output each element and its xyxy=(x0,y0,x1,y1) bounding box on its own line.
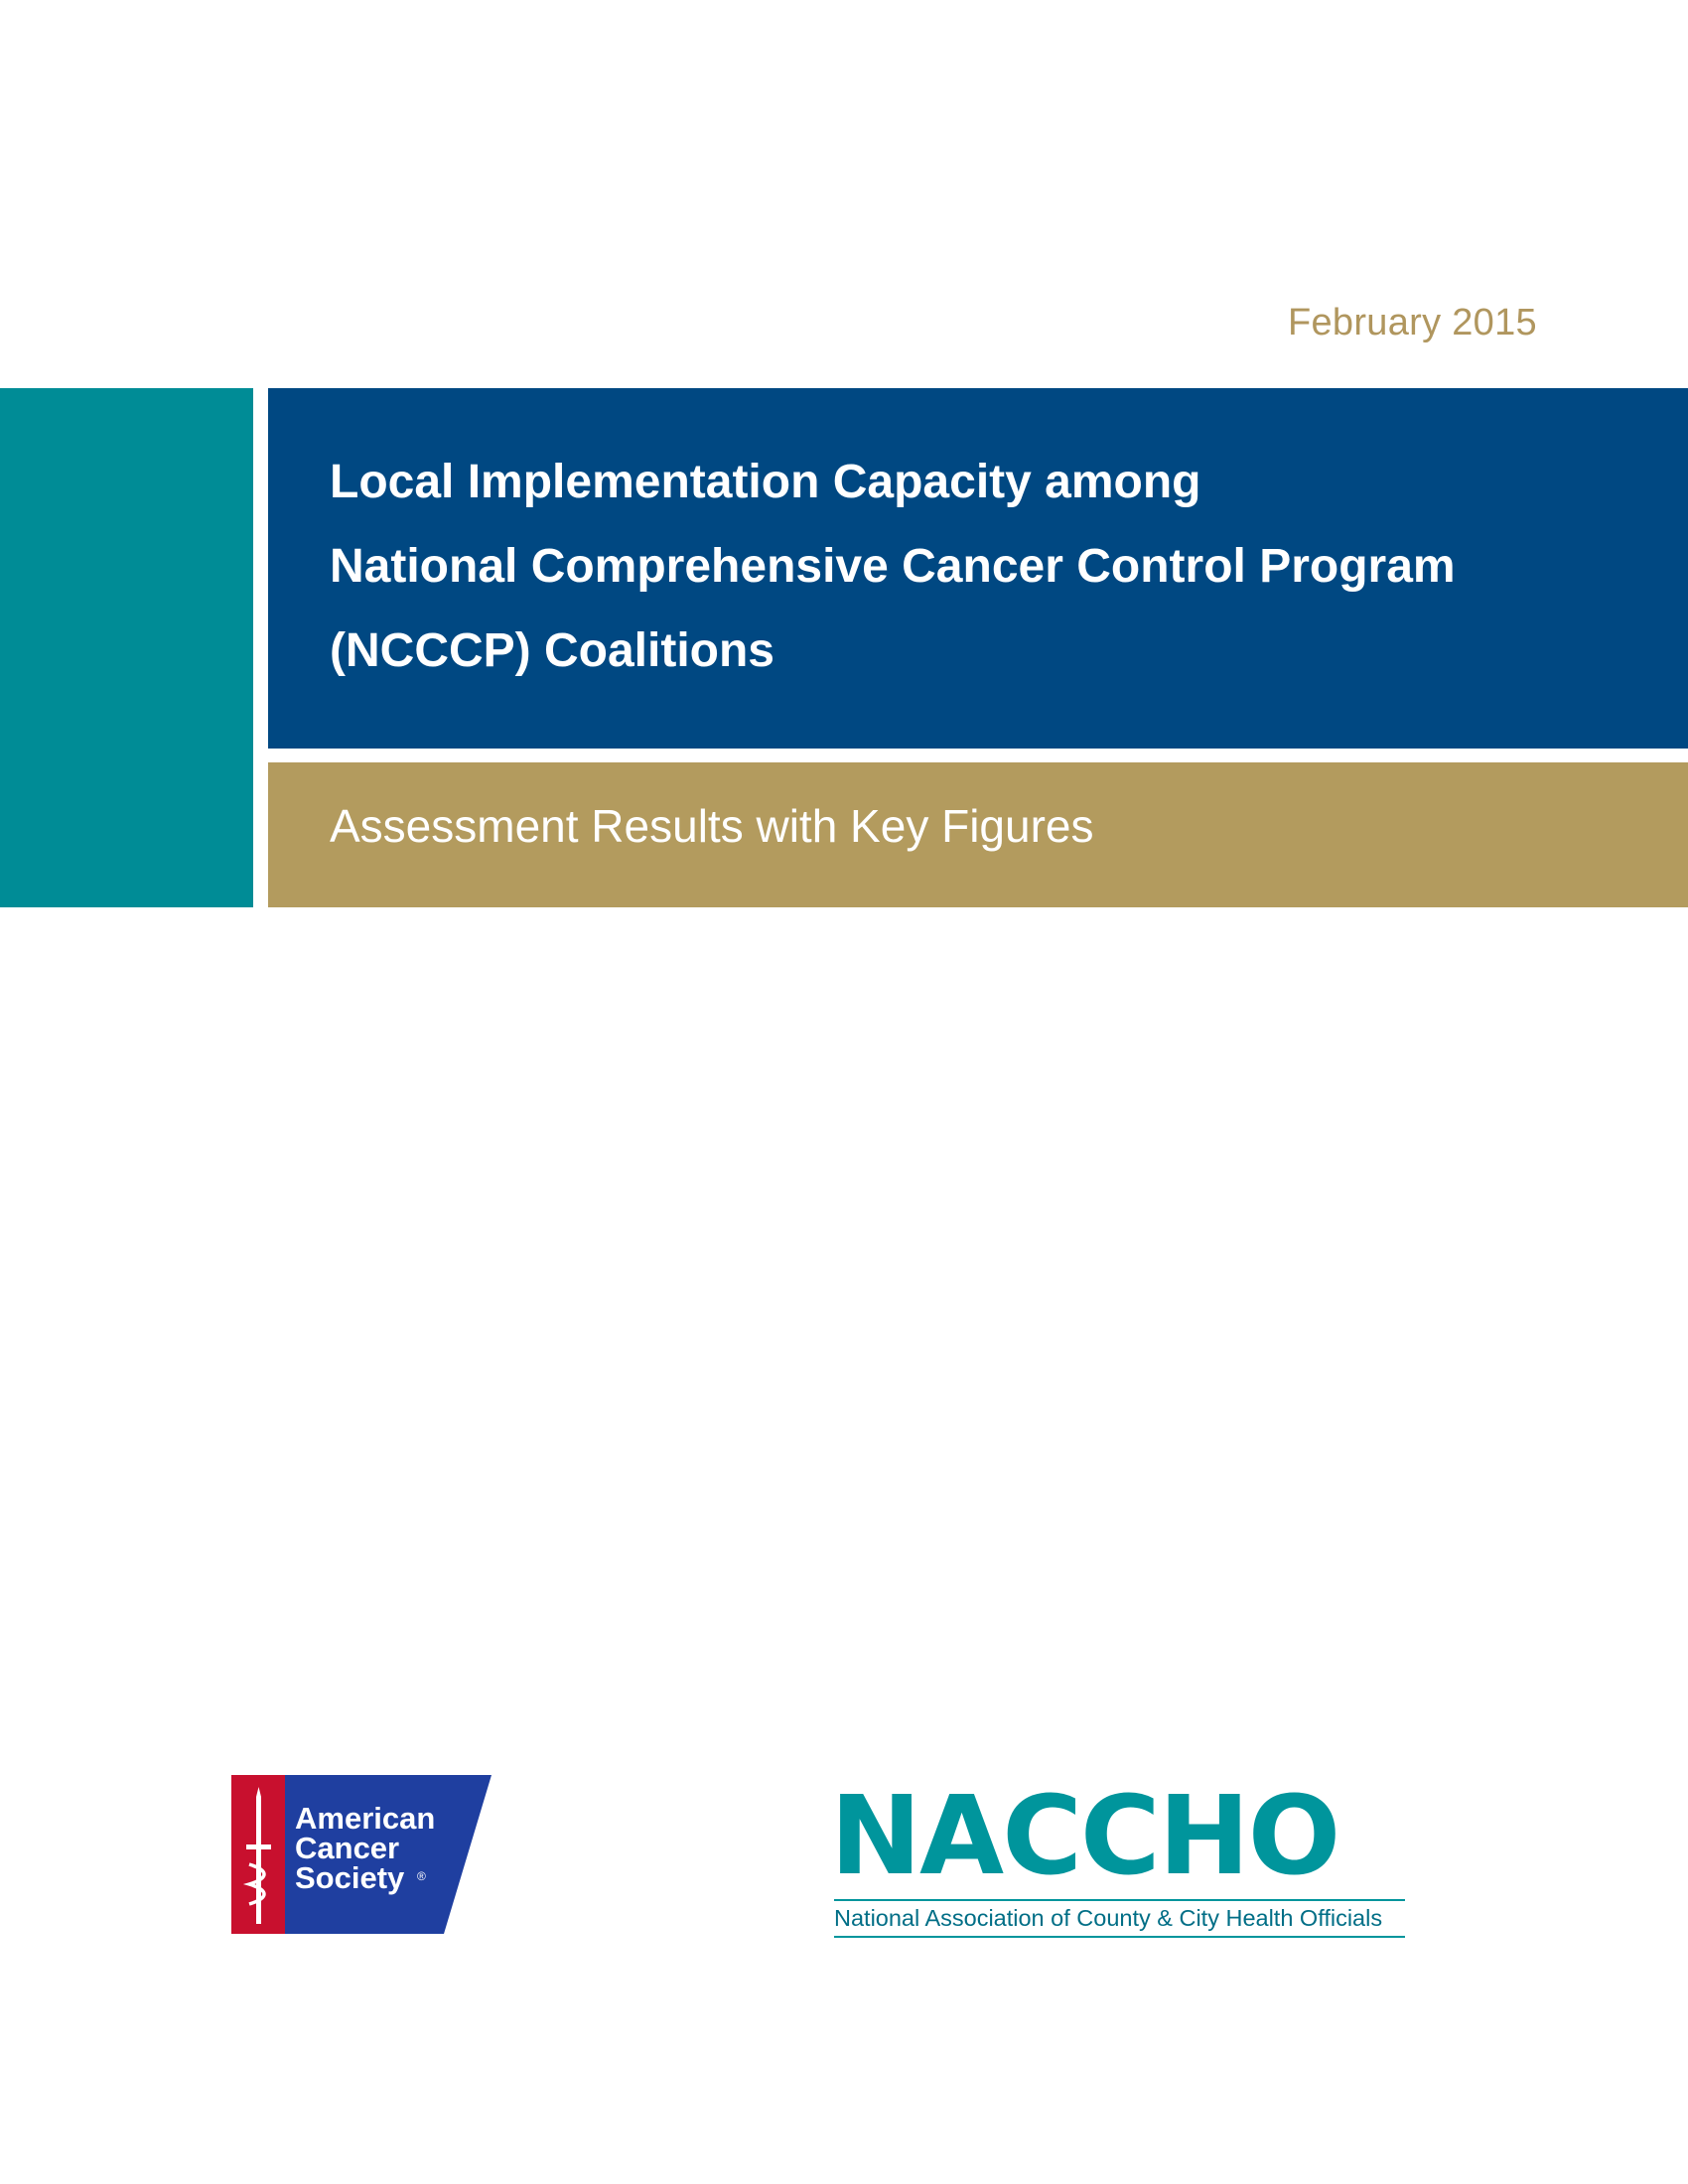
american-cancer-society-logo xyxy=(231,1775,492,1934)
naccho-logo xyxy=(830,1772,1406,1941)
acs-logo-line-1: American xyxy=(295,1801,436,1836)
registered-mark: ® xyxy=(417,1869,426,1883)
subtitle-block xyxy=(268,762,1688,907)
acs-logo-line-3: Society xyxy=(295,1860,405,1895)
subtitle: Assessment Results with Key Figures xyxy=(330,800,1094,852)
title-block xyxy=(268,388,1688,749)
naccho-wordmark: NACCHO xyxy=(830,1772,1339,1899)
naccho-rule-top xyxy=(834,1899,1405,1901)
naccho-tagline: National Association of County & City Health Officials xyxy=(834,1905,1383,1931)
naccho-rule-bottom xyxy=(834,1936,1405,1938)
title-line-1: Local Implementation Capacity among xyxy=(330,456,1201,508)
teal-accent-bar xyxy=(0,388,253,907)
report-date: February 2015 xyxy=(1287,302,1537,343)
title-line-3: (NCCCP) Coalitions xyxy=(330,624,774,677)
acs-logo-line-2: Cancer xyxy=(295,1831,400,1865)
title-line-2: National Comprehensive Cancer Control Program xyxy=(330,540,1456,593)
